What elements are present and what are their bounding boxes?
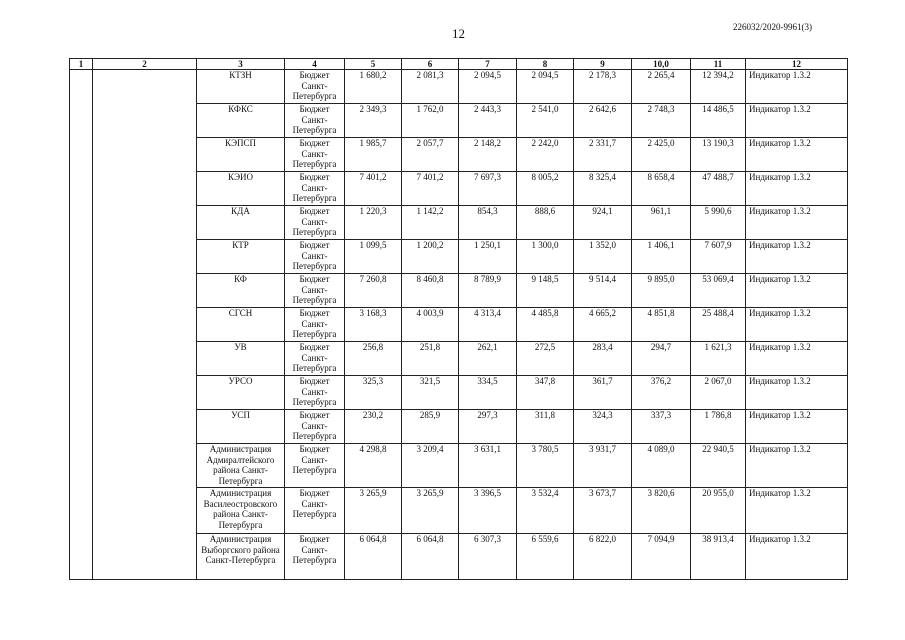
indicator-cell: Индикатор 1.3.2 — [746, 534, 848, 580]
value-cell: 7 607,9 — [691, 240, 746, 274]
col-header-7: 7 — [459, 59, 517, 70]
value-cell: 2 265,4 — [632, 70, 691, 104]
funding-source-cell: Бюджет Санкт-Петербурга — [285, 410, 345, 444]
indicator-cell: Индикатор 1.3.2 — [746, 206, 848, 240]
value-cell: 3 931,7 — [574, 444, 632, 488]
value-cell: 230,2 — [345, 410, 402, 444]
value-cell: 8 658,4 — [632, 172, 691, 206]
col-header-4: 4 — [285, 59, 345, 70]
value-cell: 9 895,0 — [632, 274, 691, 308]
col-header-3: 3 — [197, 59, 285, 70]
value-cell: 2 541,0 — [517, 104, 574, 138]
value-cell: 2 148,2 — [459, 138, 517, 172]
value-cell: 8 460,8 — [402, 274, 459, 308]
executor-cell: КТР — [197, 240, 285, 274]
executor-cell: УВ — [197, 342, 285, 376]
indicator-cell: Индикатор 1.3.2 — [746, 444, 848, 488]
value-cell: 13 190,3 — [691, 138, 746, 172]
value-cell: 6 064,8 — [402, 534, 459, 580]
executor-cell: СГСН — [197, 308, 285, 342]
value-cell: 2 242,0 — [517, 138, 574, 172]
value-cell: 297,3 — [459, 410, 517, 444]
value-cell: 8 005,2 — [517, 172, 574, 206]
funding-source-cell: Бюджет Санкт-Петербурга — [285, 534, 345, 580]
value-cell: 4 003,9 — [402, 308, 459, 342]
funding-source-cell: Бюджет Санкт-Петербурга — [285, 308, 345, 342]
value-cell: 3 631,1 — [459, 444, 517, 488]
value-cell: 337,3 — [632, 410, 691, 444]
value-cell: 7 697,3 — [459, 172, 517, 206]
funding-source-cell: Бюджет Санкт-Петербурга — [285, 342, 345, 376]
col1-cell — [70, 70, 93, 580]
value-cell: 262,1 — [459, 342, 517, 376]
value-cell: 7 260,8 — [345, 274, 402, 308]
value-cell: 2 748,3 — [632, 104, 691, 138]
value-cell: 325,3 — [345, 376, 402, 410]
value-cell: 38 913,4 — [691, 534, 746, 580]
funding-source-cell: Бюджет Санкт-Петербурга — [285, 206, 345, 240]
value-cell: 272,5 — [517, 342, 574, 376]
col-header-2: 2 — [93, 59, 197, 70]
value-cell: 4 089,0 — [632, 444, 691, 488]
col-header-10: 10,0 — [632, 59, 691, 70]
indicator-cell: Индикатор 1.3.2 — [746, 376, 848, 410]
value-cell: 4 665,2 — [574, 308, 632, 342]
value-cell: 1 762,0 — [402, 104, 459, 138]
value-cell: 376,2 — [632, 376, 691, 410]
value-cell: 854,3 — [459, 206, 517, 240]
value-cell: 1 680,2 — [345, 70, 402, 104]
value-cell: 20 955,0 — [691, 488, 746, 534]
page-number: 12 — [452, 26, 465, 41]
value-cell: 2 094,5 — [517, 70, 574, 104]
funding-source-cell: Бюджет Санкт-Петербурга — [285, 240, 345, 274]
value-cell: 1 300,0 — [517, 240, 574, 274]
value-cell: 3 820,6 — [632, 488, 691, 534]
executor-cell: КЭИО — [197, 172, 285, 206]
indicator-cell: Индикатор 1.3.2 — [746, 342, 848, 376]
funding-source-cell: Бюджет Санкт-Петербурга — [285, 444, 345, 488]
value-cell: 1 220,3 — [345, 206, 402, 240]
executor-cell: УСП — [197, 410, 285, 444]
value-cell: 3 265,9 — [402, 488, 459, 534]
value-cell: 3 265,9 — [345, 488, 402, 534]
funding-source-cell: Бюджет Санкт-Петербурга — [285, 172, 345, 206]
value-cell: 888,6 — [517, 206, 574, 240]
value-cell: 6 822,0 — [574, 534, 632, 580]
value-cell: 3 532,4 — [517, 488, 574, 534]
value-cell: 1 352,0 — [574, 240, 632, 274]
budget-table — [69, 58, 848, 580]
col-header-9: 9 — [574, 59, 632, 70]
value-cell: 334,5 — [459, 376, 517, 410]
value-cell: 2 178,3 — [574, 70, 632, 104]
value-cell: 347,8 — [517, 376, 574, 410]
value-cell: 4 851,8 — [632, 308, 691, 342]
indicator-cell: Индикатор 1.3.2 — [746, 240, 848, 274]
value-cell: 324,3 — [574, 410, 632, 444]
indicator-cell: Индикатор 1.3.2 — [746, 488, 848, 534]
value-cell: 924,1 — [574, 206, 632, 240]
value-cell: 6 559,6 — [517, 534, 574, 580]
document-code: 226032/2020-9961(3) — [733, 22, 812, 32]
value-cell: 4 313,4 — [459, 308, 517, 342]
value-cell: 311,8 — [517, 410, 574, 444]
value-cell: 2 443,3 — [459, 104, 517, 138]
value-cell: 9 148,5 — [517, 274, 574, 308]
value-cell: 8 325,4 — [574, 172, 632, 206]
indicator-cell: Индикатор 1.3.2 — [746, 274, 848, 308]
value-cell: 53 069,4 — [691, 274, 746, 308]
value-cell: 4 298,8 — [345, 444, 402, 488]
col-header-11: 11 — [691, 59, 746, 70]
funding-source-cell: Бюджет Санкт-Петербурга — [285, 70, 345, 104]
value-cell: 2 081,3 — [402, 70, 459, 104]
value-cell: 2 094,5 — [459, 70, 517, 104]
value-cell: 9 514,4 — [574, 274, 632, 308]
funding-source-cell: Бюджет Санкт-Петербурга — [285, 138, 345, 172]
value-cell: 283,4 — [574, 342, 632, 376]
value-cell: 1 250,1 — [459, 240, 517, 274]
table-row — [70, 70, 848, 104]
executor-cell: КТЗН — [197, 70, 285, 104]
table-body — [70, 70, 848, 580]
value-cell: 7 401,2 — [345, 172, 402, 206]
value-cell: 321,5 — [402, 376, 459, 410]
value-cell: 361,7 — [574, 376, 632, 410]
value-cell: 7 094,9 — [632, 534, 691, 580]
value-cell: 2 057,7 — [402, 138, 459, 172]
value-cell: 3 673,7 — [574, 488, 632, 534]
value-cell: 961,1 — [632, 206, 691, 240]
value-cell: 12 394,2 — [691, 70, 746, 104]
value-cell: 2 067,0 — [691, 376, 746, 410]
value-cell: 294,7 — [632, 342, 691, 376]
indicator-cell: Индикатор 1.3.2 — [746, 410, 848, 444]
value-cell: 1 406,1 — [632, 240, 691, 274]
value-cell: 285,9 — [402, 410, 459, 444]
value-cell: 8 789,9 — [459, 274, 517, 308]
value-cell: 6 307,3 — [459, 534, 517, 580]
executor-cell: УРСО — [197, 376, 285, 410]
value-cell: 3 168,3 — [345, 308, 402, 342]
col-header-8: 8 — [517, 59, 574, 70]
value-cell: 256,8 — [345, 342, 402, 376]
col-header-5: 5 — [345, 59, 402, 70]
executor-cell: КЭПСП — [197, 138, 285, 172]
indicator-cell: Индикатор 1.3.2 — [746, 138, 848, 172]
col-header-12: 12 — [746, 59, 848, 70]
value-cell: 251,8 — [402, 342, 459, 376]
value-cell: 3 780,5 — [517, 444, 574, 488]
col-header-6: 6 — [402, 59, 459, 70]
value-cell: 2 425,0 — [632, 138, 691, 172]
col2-cell — [93, 70, 197, 580]
funding-source-cell: Бюджет Санкт-Петербурга — [285, 104, 345, 138]
value-cell: 25 488,4 — [691, 308, 746, 342]
header-row — [70, 59, 848, 70]
value-cell: 47 488,7 — [691, 172, 746, 206]
value-cell: 2 331,7 — [574, 138, 632, 172]
value-cell: 2 642,6 — [574, 104, 632, 138]
indicator-cell: Индикатор 1.3.2 — [746, 308, 848, 342]
value-cell: 1 621,3 — [691, 342, 746, 376]
indicator-cell: Индикатор 1.3.2 — [746, 172, 848, 206]
value-cell: 5 990,6 — [691, 206, 746, 240]
value-cell: 22 940,5 — [691, 444, 746, 488]
value-cell: 1 786,8 — [691, 410, 746, 444]
executor-cell: КДА — [197, 206, 285, 240]
col-header-1: 1 — [70, 59, 93, 70]
value-cell: 3 396,5 — [459, 488, 517, 534]
value-cell: 1 142,2 — [402, 206, 459, 240]
funding-source-cell: Бюджет Санкт-Петербурга — [285, 274, 345, 308]
executor-cell: Администрация Василеостровского района Санкт-Петербурга — [197, 488, 285, 534]
indicator-cell: Индикатор 1.3.2 — [746, 70, 848, 104]
value-cell: 14 486,5 — [691, 104, 746, 138]
value-cell: 1 200,2 — [402, 240, 459, 274]
value-cell: 6 064,8 — [345, 534, 402, 580]
executor-cell: Администрация Выборгского района Санкт-Петербурга — [197, 534, 285, 580]
value-cell: 1 985,7 — [345, 138, 402, 172]
value-cell: 3 209,4 — [402, 444, 459, 488]
value-cell: 4 485,8 — [517, 308, 574, 342]
value-cell: 7 401,2 — [402, 172, 459, 206]
executor-cell: КФКС — [197, 104, 285, 138]
value-cell: 1 099,5 — [345, 240, 402, 274]
executor-cell: КФ — [197, 274, 285, 308]
funding-source-cell: Бюджет Санкт-Петербурга — [285, 376, 345, 410]
funding-source-cell: Бюджет Санкт-Петербурга — [285, 488, 345, 534]
executor-cell: Администрация Адмиралтейского района Санкт-Петербурга — [197, 444, 285, 488]
indicator-cell: Индикатор 1.3.2 — [746, 104, 848, 138]
value-cell: 2 349,3 — [345, 104, 402, 138]
